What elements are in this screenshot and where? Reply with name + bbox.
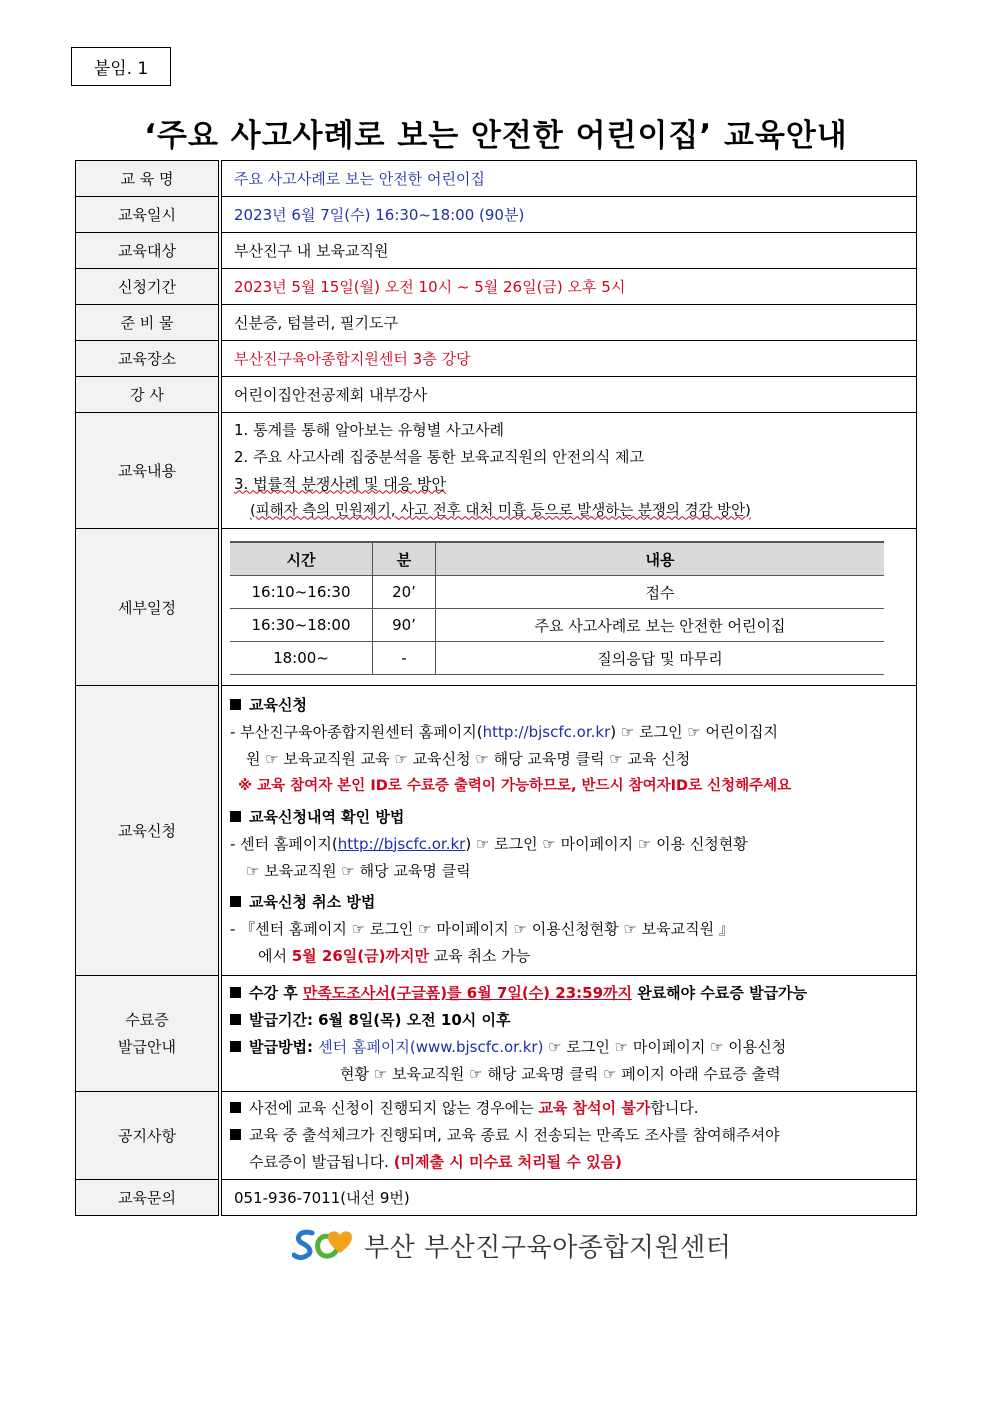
row-content [76,413,917,529]
page-title: ‘주요 사고사례로 보는 안전한 어린이집’ 교육안내 [144,118,848,154]
schedule-time: 16:30~18:00 [230,609,373,642]
row-datetime [76,197,917,233]
row-cert [76,976,917,1092]
cert-line-3a: 발급방법: [249,1037,319,1056]
label-prep: 준 비 물 [76,305,221,341]
bullet-square [230,1041,241,1052]
schedule-row [230,642,884,675]
schedule-time: 18:00~ [230,642,373,675]
content-item-2: 2. 주요 사고사례 집중분석을 통한 보육교직원의 안전의식 제고 [234,447,644,466]
apply-line-1b: ) ☞ 로그인 ☞ 어린이집지 [610,722,778,741]
schedule-row [230,576,884,609]
row-inquiry [76,1180,917,1216]
cert-line-3b: ☞ 로그인 ☞ 마이페이지 ☞ 이용신청 [543,1037,787,1056]
schedule-content: 주요 사고사례로 보는 안전한 어린이집 [436,609,885,642]
notice-line-1b: 합니다. [650,1099,699,1117]
cancel-deadline: 5월 26일(금)까지만 [291,946,429,965]
label-lecturer: 강 사 [76,377,221,413]
cert-line-1b: 완료해야 수료증 발급가능 [631,983,808,1002]
value-place: 부산진구육아종합지원센터 3층 강당 [220,341,917,377]
cert-line-4: 현황 ☞ 보육교직원 ☞ 해당 교육명 클릭 ☞ 페이지 아래 수료증 출력 [340,1064,781,1083]
content-item-4: (피해자 측의 민원제기, 사고 전후 대처 미흡 등으로 발생하는 분쟁의 경감 방안) [250,502,751,519]
apply-heading: 교육신청 [249,695,307,714]
apply-line-3a: - 센터 홈페이지( [230,834,338,853]
value-prep: 신분증, 텀블러, 필기도구 [220,305,917,341]
bullet-square [230,1129,241,1140]
row-notice [76,1092,917,1180]
notice-line-2: 교육 중 출석체크가 진행되며, 교육 종료 시 전송되는 만족도 조사를 참여해주셔야 [249,1126,780,1144]
label-cert-1: 수료증 [125,1010,169,1029]
label-name: 교 육 명 [76,161,221,197]
label-apply: 교육신청 [76,686,221,976]
cert-line-1a: 수강 후 [249,983,303,1002]
label-notice: 공지사항 [76,1092,221,1180]
apply-line-6a: 에서 [258,946,292,965]
attachment-label: 붙임. 1 [71,47,171,86]
bullet-square [230,1102,241,1113]
bullet-square [230,811,241,822]
apply-line-2: 원 ☞ 보육교직원 교육 ☞ 교육신청 ☞ 해당 교육명 클릭 ☞ 교육 신청 [246,749,691,768]
value-lecturer: 어린이집안전공제회 내부강사 [220,377,917,413]
schedule-header-content: 내용 [436,542,885,576]
label-cert-2: 발급안내 [118,1037,176,1056]
label-datetime: 교육일시 [76,197,221,233]
cert-line-2: 발급기간: 6월 8일(목) 오전 10시 이후 [249,1010,511,1029]
row-name [76,161,917,197]
row-place [76,341,917,377]
notice-line-1a: 사전에 교육 신청이 진행되지 않는 경우에는 [249,1099,539,1117]
notice-warning: 교육 참석이 불가 [538,1099,651,1117]
schedule-table [230,541,884,675]
bullet-square [230,1014,241,1025]
center-homepage-link-3[interactable]: 센터 홈페이지(www.bjscfc.or.kr) [318,1037,544,1056]
apply-line-5: - 『센터 홈페이지 ☞ 로그인 ☞ 마이페이지 ☞ 이용신청현황 ☞ 보육교직원 』 [230,919,734,938]
row-apply-period [76,269,917,305]
apply-line-6b: 교육 취소 가능 [428,946,531,965]
row-lecturer [76,377,917,413]
apply-check-heading: 교육신청내역 확인 방법 [249,807,405,826]
center-logo-text: 부산 부산진구육아종합지원센터 [364,1232,732,1263]
row-prep [76,305,917,341]
value-apply-period: 2023년 5월 15일(월) 오전 10시 ~ 5월 26일(금) 오후 5시 [220,269,917,305]
survey-deadline: 만족도조사서(구글폼)를 6월 7일(수) 23:59까지 [302,983,632,1002]
center-logo-icon [292,1225,356,1265]
row-apply [76,686,917,976]
notice-penalty: (미제출 시 미수료 처리될 수 있음) [393,1153,622,1171]
schedule-min: - [373,642,436,675]
bullet-square [230,896,241,907]
row-schedule [76,529,917,686]
bullet-square [230,699,241,710]
info-table [75,160,917,1216]
schedule-time: 16:10~16:30 [230,576,373,609]
apply-line-3b: ) ☞ 로그인 ☞ 마이페이지 ☞ 이용 신청현황 [465,834,748,853]
value-target: 부산진구 내 보육교직원 [220,233,917,269]
center-homepage-link-2[interactable]: http://bjscfc.or.kr [337,834,466,853]
schedule-min: 20’ [373,576,436,609]
value-datetime: 2023년 6월 7일(수) 16:30~18:00 (90분) [220,197,917,233]
center-logo [292,1225,731,1265]
schedule-header-time: 시간 [230,542,373,576]
label-schedule: 세부일정 [76,529,221,686]
content-item-3: 3. 법률적 분쟁사례 및 대응 방안 [234,474,447,493]
value-inquiry: 051-936-7011(내선 9번) [220,1180,917,1216]
apply-note: ※ 교육 참여자 본인 ID로 수료증 출력이 가능하므로, 반드시 참여자ID로 신청해주세요 [238,777,792,794]
schedule-min: 90’ [373,609,436,642]
apply-line-4: ☞ 보육교직원 ☞ 해당 교육명 클릭 [246,861,471,880]
center-homepage-link[interactable]: http://bjscfc.or.kr [482,722,611,741]
schedule-row [230,609,884,642]
label-inquiry: 교육문의 [76,1180,221,1216]
content-item-1: 1. 통계를 통해 알아보는 유형별 사고사례 [234,420,504,439]
row-target [76,233,917,269]
label-place: 교육장소 [76,341,221,377]
schedule-content: 질의응답 및 마무리 [436,642,885,675]
schedule-header-min: 분 [373,542,436,576]
label-apply-period: 신청기간 [76,269,221,305]
value-name: 주요 사고사례로 보는 안전한 어린이집 [220,161,917,197]
apply-cancel-heading: 교육신청 취소 방법 [249,892,376,911]
label-target: 교육대상 [76,233,221,269]
apply-line-1a: - 부산진구육아종합지원센터 홈페이지( [230,722,483,741]
label-content: 교육내용 [76,413,221,529]
notice-line-3a: 수료증이 발급됩니다. [249,1153,394,1171]
bullet-square [230,987,241,998]
schedule-content: 접수 [436,576,885,609]
